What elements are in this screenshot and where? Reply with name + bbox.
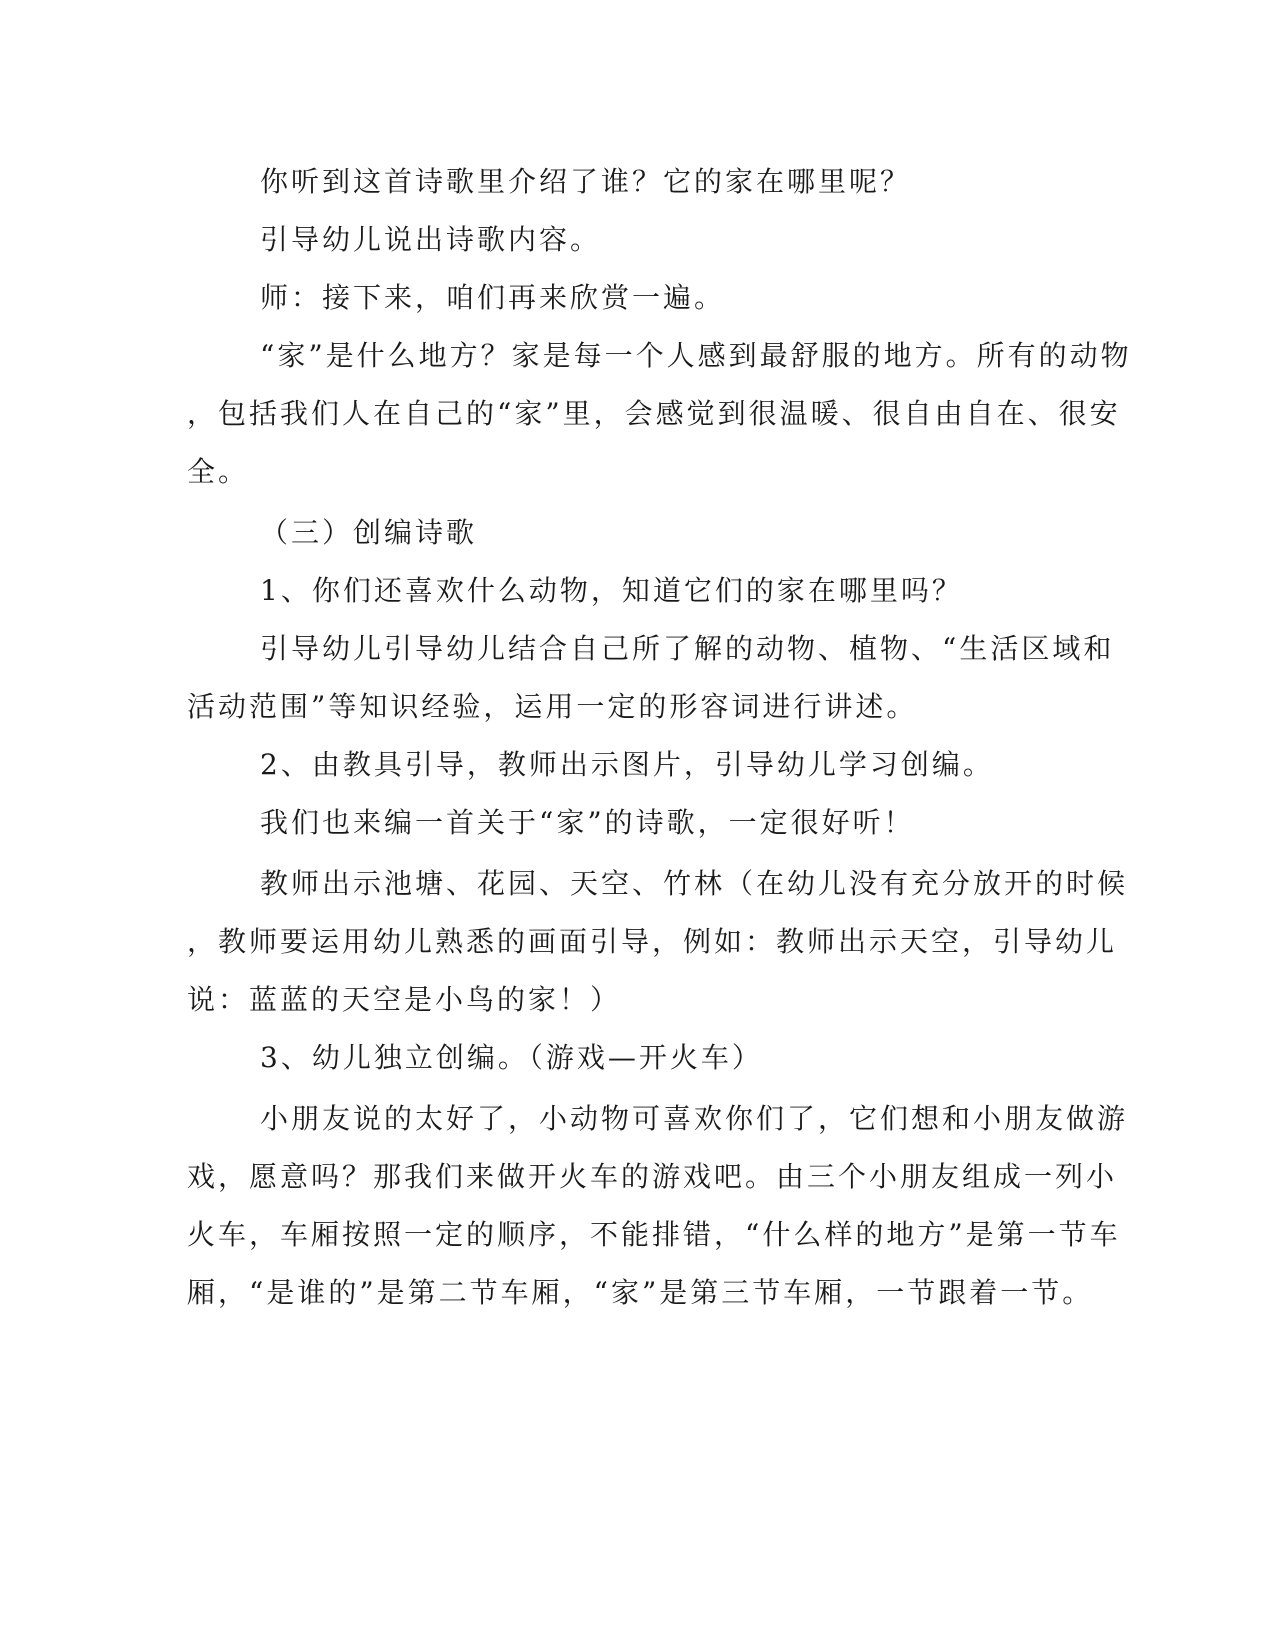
section-heading-create-poem: （三）创编诗歌 [260,516,478,549]
guide-knowledge-line-2: 活动范围”等知识经验，运用一定的形容词进行讲述。 [187,690,918,723]
home-definition-line-3: 全。 [187,455,250,488]
guide-recite-line: 引导幼儿说出诗歌内容。 [260,223,602,256]
step-1-line: 1、你们还喜欢什么动物，知道它们的家在哪里吗？ [260,574,963,607]
step-3-line: 3、幼儿独立创编。（游戏—开火车） [260,1041,763,1074]
train-game-line-4: 厢，“是谁的”是第二节车厢，“家”是第三节车厢，一节跟着一节。 [187,1276,1094,1309]
compose-poem-line: 我们也来编一首关于“家”的诗歌，一定很好听！ [260,806,915,839]
home-definition-line-2: ，包括我们人在自己的“家”里，会感觉到很温暖、很自由自在、很安 [187,397,1121,430]
show-pictures-line-1: 教师出示池塘、花园、天空、竹林（在幼儿没有充分放开的时候 [260,867,1129,900]
step-2-line: 2、由教具引导，教师出示图片，引导幼儿学习创编。 [260,748,994,781]
question-who-line: 你听到这首诗歌里介绍了谁？它的家在哪里呢？ [260,165,912,198]
show-pictures-line-2: ，教师要运用幼儿熟悉的画面引导，例如：教师出示天空，引导幼儿 [187,925,1118,958]
train-game-line-1: 小朋友说的太好了，小动物可喜欢你们了，它们想和小朋友做游 [260,1102,1129,1135]
home-definition-line-1: “家”是什么地方？家是每一个人感到最舒服的地方。所有的动物 [260,339,1132,372]
teacher-appreciate-line: 师：接下来，咱们再来欣赏一遍。 [260,281,726,314]
train-game-line-2: 戏，愿意吗？那我们来做开火车的游戏吧。由三个小朋友组成一列小 [187,1160,1118,1193]
guide-knowledge-line-1: 引导幼儿引导幼儿结合自己所了解的动物、植物、“生活区域和 [260,632,1115,665]
show-pictures-line-3: 说：蓝蓝的天空是小鸟的家！） [187,983,622,1016]
train-game-line-3: 火车，车厢按照一定的顺序，不能排错，“什么样的地方”是第一节车 [187,1218,1121,1251]
